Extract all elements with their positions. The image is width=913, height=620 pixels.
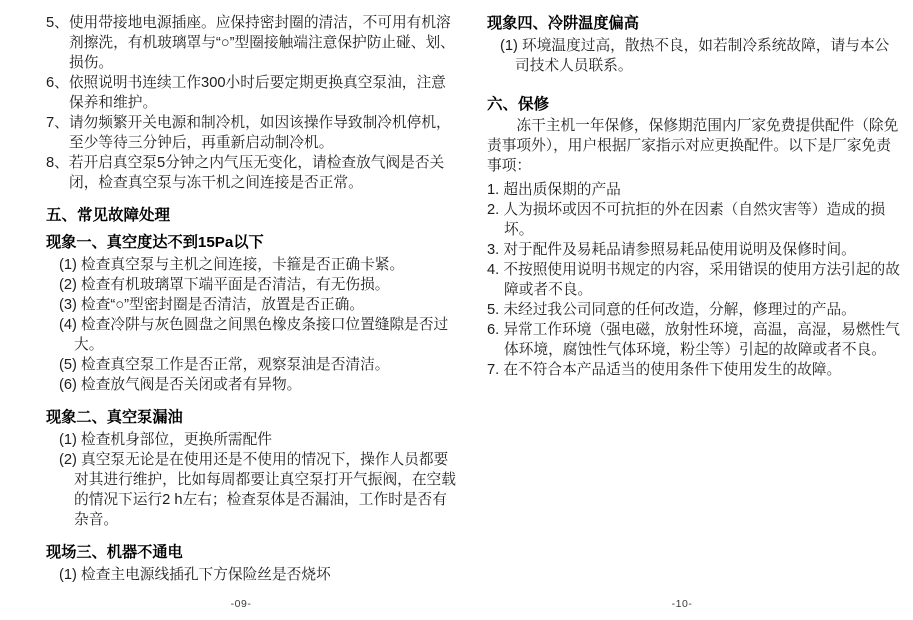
instruction-item-5: 5、使用带接地电源插座。应保持密封圈的清洁，不可用有机溶剂擦洗，有机玻璃罩与“○”型圈接触端注意保护防止碰、划、损伤。 xyxy=(46,15,455,71)
phenomenon-3-check-1: (1) 检查主电源线插孔下方保险丝是否烧坏 xyxy=(59,567,331,583)
phenomenon-2-check-2: (2) 真空泵无论是在使用还是不使用的情况下，操作人员都要对其进行维护，比如每周都要让真空泵打开气振阀，在空载的情况下运行2 h左右；检查泵体是否漏油，工作时是否有杂音。 xyxy=(59,452,456,528)
warranty-exemption-3: 3. 对于配件及易耗品请参照易耗品使用说明及保修时间。 xyxy=(487,242,856,258)
phenomenon-4-check-1: (1) 环境温度过高，散热不良，如若制冷系统故障，请与本公司技术人员联系。 xyxy=(500,38,890,74)
phenomenon-1-check-4: (4) 检查冷阱与灰色圆盘之间黑色橡皮条接口位置缝隙是否过大。 xyxy=(59,317,449,353)
section-heading-warranty: 六、保修 xyxy=(487,96,550,113)
warranty-intro-paragraph: 冻干主机一年保修，保修期范围内厂家免费提供配件（除免责事项外），用户根据厂家指示对应更换配件。以下是厂家免责事项： xyxy=(487,118,899,174)
phenomenon-2-check-1: (1) 检查机身部位，更换所需配件 xyxy=(59,432,272,448)
warranty-exemption-4: 4. 不按照使用说明书规定的内容，采用错误的使用方法引起的故障或者不良。 xyxy=(487,262,900,298)
page-number-09: -09- xyxy=(230,598,252,610)
warranty-exemption-2: 2. 人为损坏或因不可抗拒的外在因素（自然灾害等）造成的损坏。 xyxy=(487,202,886,238)
manual-page-09 xyxy=(46,13,459,613)
manual-page-10 xyxy=(487,13,900,613)
instruction-item-7: 7、请勿频繁开关电源和制冷机，如因该操作导致制冷机停机，至少等待三分钟后，再重新启动制冷机。 xyxy=(46,115,451,151)
phenomenon-1-check-5: (5) 检查真空泵工作是否正常，观察泵油是否清洁。 xyxy=(59,357,390,373)
instruction-item-6: 6、依照说明书连续工作300小时后要定期更换真空泵油，注意保养和维护。 xyxy=(46,75,446,111)
section-heading-troubleshooting: 五、常见故障处理 xyxy=(46,207,171,224)
phenomenon-2-heading: 现象二、真空泵漏油 xyxy=(46,409,183,426)
warranty-exemption-1: 1. 超出质保期的产品 xyxy=(487,182,621,198)
phenomenon-1-heading: 现象一、真空度达不到15Pa以下 xyxy=(46,234,264,251)
phenomenon-3-heading: 现场三、机器不通电 xyxy=(46,544,183,561)
phenomenon-4-heading: 现象四、冷阱温度偏高 xyxy=(487,15,639,32)
warranty-exemption-7: 7. 在不符合本产品适当的使用条件下使用发生的故障。 xyxy=(487,362,842,378)
instruction-item-8: 8、若开启真空泵5分钟之内气压无变化，请检查放气阀是否关闭，检查真空泵与冻干机之间连接是否正常。 xyxy=(46,155,445,191)
phenomenon-1-check-3: (3) 检查“○”型密封圈是否清洁，放置是否正确。 xyxy=(59,297,365,313)
warranty-exemption-6: 6. 异常工作环境（强电磁，放射性环境，高温，高湿，易燃性气体环境，腐蚀性气体环境，粉尘等）引起的故障或者不良。 xyxy=(487,322,900,358)
phenomenon-1-check-6: (6) 检查放气阀是否关闭或者有异物。 xyxy=(59,377,302,393)
phenomenon-1-check-2: (2) 检查有机玻璃罩下端平面是否清洁，有无伤损。 xyxy=(59,277,390,293)
warranty-exemption-5: 5. 未经过我公司同意的任何改造，分解，修理过的产品。 xyxy=(487,302,856,318)
phenomenon-1-check-1: (1) 检查真空泵与主机之间连接，卡箍是否正确卡紧。 xyxy=(59,257,405,273)
page-number-10: -10- xyxy=(671,598,693,610)
